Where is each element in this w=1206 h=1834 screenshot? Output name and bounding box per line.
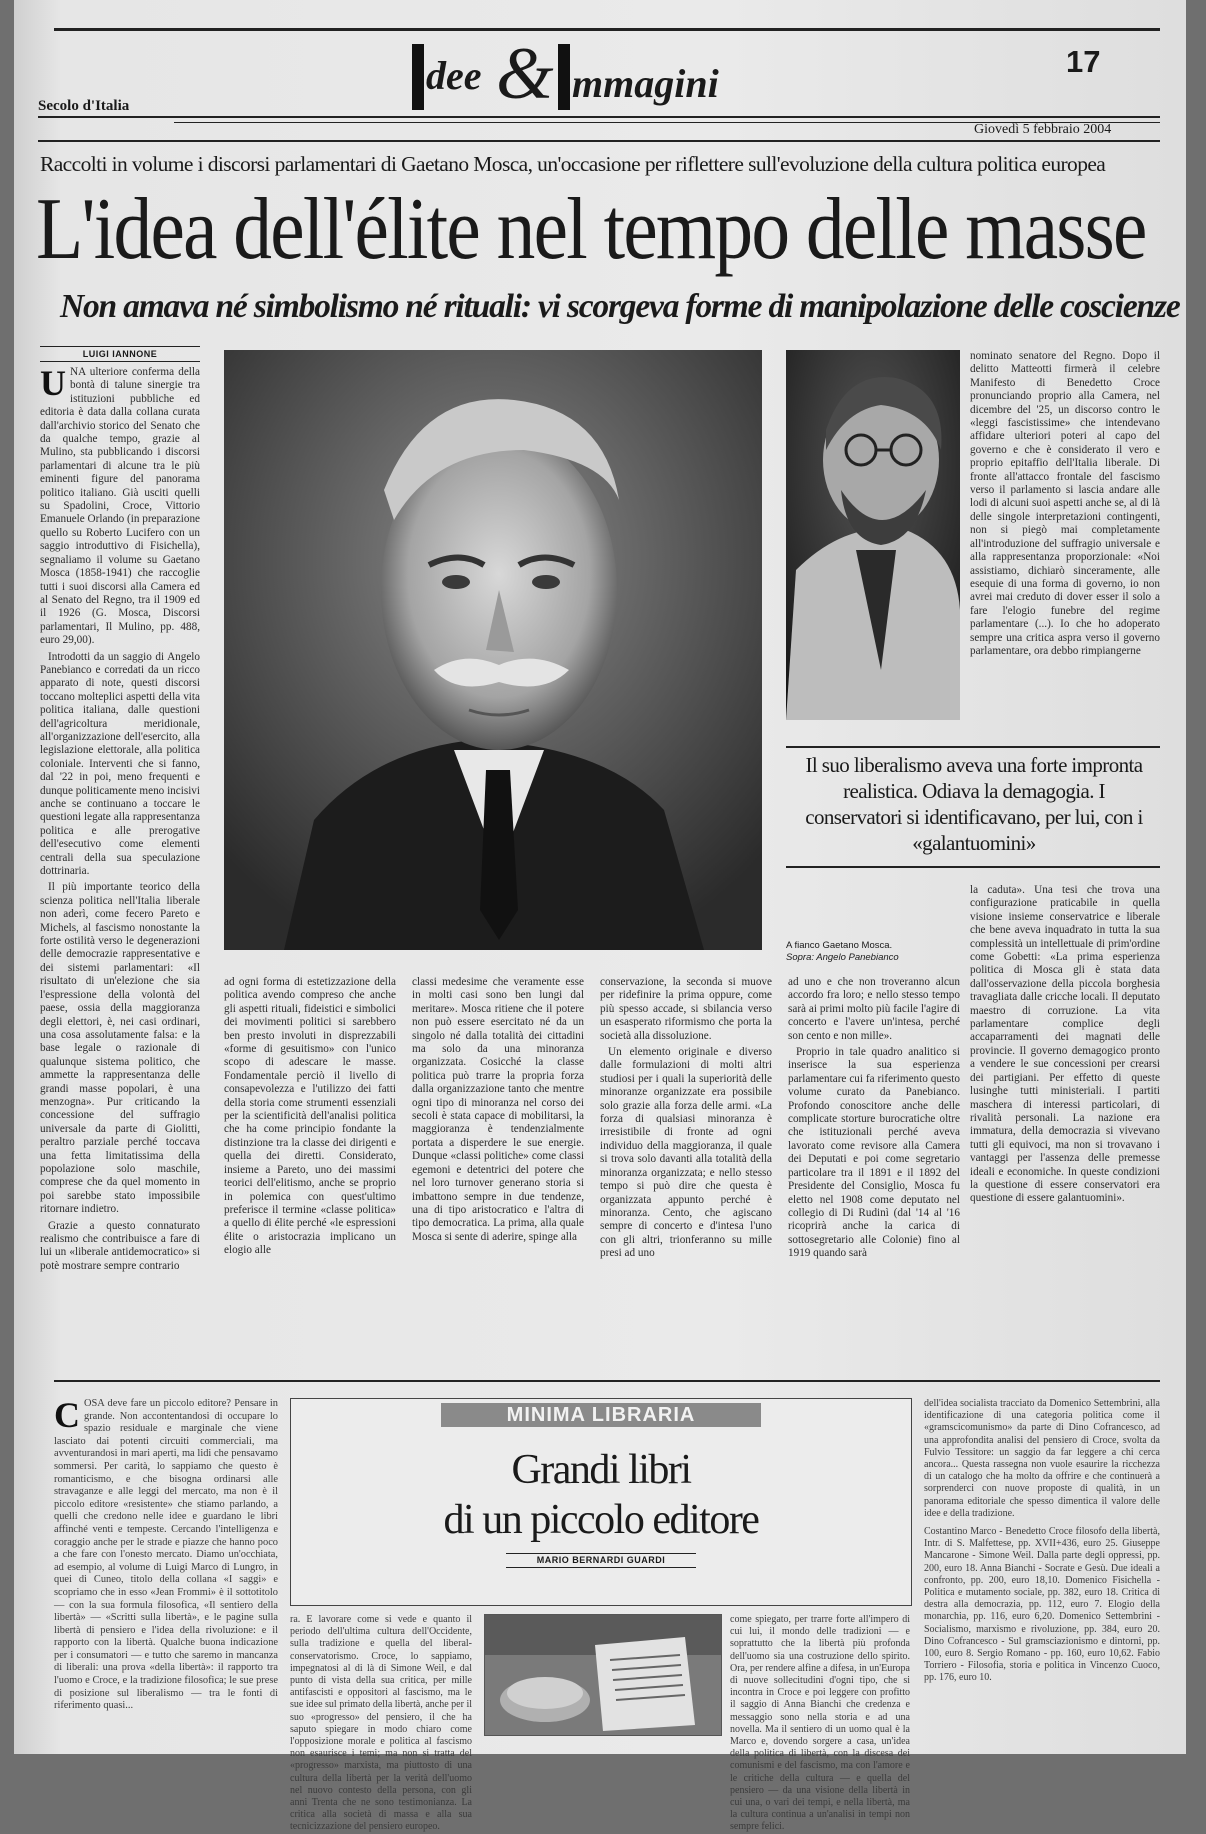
article-column-2 [224, 976, 396, 1366]
header-top-rule [54, 28, 1160, 31]
article-col1-p1: NA ulteriore conferma della bontà di talune sinergie tra istituzioni pubbliche ed editoria è data dalla collana curata dall'archivio storico del Senato che da qualche tempo, grazie al Mulino, sta pubblicando i discorsi parlamentari di alcune tra le più eminenti figure del panorama politico italiano. Già usciti quelli su Spadolini, Croce, Vittorio Emanuele Orlando (in preparazione quello su Roberto Lucifero con un saggio introduttivo di Fisichella), segnaliamo il volume su Gaetano Mosca (1858-1941) che raccoglie tutti i suoi discorsi alla Camera ed al Senato del Regno, tra il 1909 ed il 1926 (G. Mosca, Discorsi parlamentari, Il Mulino, pp. 488, euro 29,00). [40, 366, 200, 647]
minima-book-list: Costantino Marco - Benedetto Croce filosofo della libertà, Intr. di S. Malfettese, pp. XVII+436, euro 25. Giuseppe Mancarone - Simone Weil. Dalla parte degli oppressi, pp. 200, euro 18. Anna Bianchi - Socrate e Gesù. Due ideali a confronto, pp. 200, euro 18,10. Domenico Fisichella - Politica e mutamento sociale, pp. 382, euro 18. Critica di destra alla democrazia, pp. 112, euro 7. Elogio della monarchia, pp. 116, euro 6,20. Domenico Settembrini - Socialismo, marxismo e rivoluzione, pp. 384, euro 20. Dino Cofrancesco - Sul gramsciazionismo e dintorni, pp. 100, euro 8. Sergio Romano - pp. 160, euro 10,62. Fabio Torriero - Filosofia, storia e politica in Vincenzo Cuoco, pp. 176, euro 10. [924, 1526, 1160, 1684]
article-byline: LUIGI IANNONE [82, 349, 158, 359]
minima-column-mid [290, 1614, 472, 1833]
article-dropcap: U [40, 363, 66, 403]
mosca-portrait-image [224, 350, 762, 950]
byline-rule-top [40, 346, 200, 347]
panebianco-image [786, 350, 960, 720]
article-col4-p2: Un elemento originale e diverso dalle formulazioni di molti altri studiosi per i quali la superiorità delle minoranze organizzate era possibile solo grazie alla forza delle armi. «La forza di qualsiasi minoranza è irresistibile di fronte ad ogni individuo della maggioranza, il quale si trova solo davanti alla totalità della minoranza organizzata; e nello stesso tempo si può dire che questa è organizzata appunto perché è minoranza. Cento, che agiscano sempre di concerto e d'intesa l'uno con gli altri, trionferanno su mille presi ad uno [600, 1046, 772, 1260]
caption-line-1: A fianco Gaetano Mosca. [786, 940, 893, 951]
issue-date: Giovedì 5 febbraio 2004 [974, 122, 1112, 137]
article-col5-p2: Proprio in tale quadro analitico si inserisce la sua esperienza parlamentare cui fa riferimento questo volume curato da Panebianco. Profondo conoscitore anche delle complicate storture burocratiche oltre che istituzionali perché aveva lavorato come revisore alla Camera dei Deputati e poi come segretario particolare tra il 1891 e il 1892 del Presidente del Consiglio, Mosca fu eletto nel 1908 come deputato nel collegio di Di Rudinì (dal '14 al '16 ricoprirà anche la carica di sottosegretario alle Colonie) fino al 1919 quando sarà [788, 1046, 960, 1260]
minima-column-right [730, 1614, 910, 1833]
minima-libraria-box [290, 1398, 912, 1606]
pullquote-rule-bottom [786, 866, 1160, 868]
article-column-1 [40, 363, 201, 1366]
section-separator [54, 1380, 1160, 1382]
newspaper-page [14, 0, 1186, 1833]
caption-line-2: Sopra: Angelo Panebianco [786, 952, 899, 963]
newspaper-name: Secolo d'Italia [38, 98, 130, 114]
article-column-4 [600, 976, 772, 1366]
article-column-3 [412, 976, 584, 1366]
byline-rule-bottom [40, 361, 200, 362]
article-col5-p1: ad uno e che non troveranno alcun accordo fra loro; e nello stesso tempo sarà ai primi molto più facile l'agire di concerto e l'avere un'intesa, perché son cento e non mille». [788, 976, 960, 1042]
section-title-amp: & [496, 33, 554, 115]
article-col2: ad ogni forma di estetizzazione della politica avendo compreso che anche gli aspetti rituali, fideistici e simbolici dei movimenti politici si sarebbero ben presto involuti in disprezzabili «forme di gesuitismo» con l'unico scopo di adescare le masse. Fondamentale perciò il livello di consapevolezza e l'utilizzo dei fatti della storia come strumenti essenziali per la scientificità dell'analisi politica che ha come principio fondante la distinzione tra la classe dei dirigenti e quella dei diretti. Considerato, insieme a Pareto, uno dei massimi teorici dell'elitismo, anche se proprio in polemica con quest'ultimo preferisce il termine «classe politica» a quello di élite perché «le espressioni élite o aristocrazia implicano un elogio alle [224, 976, 396, 1257]
article-column-5 [788, 976, 960, 1366]
minima-far-right-top: dell'idea socialista tracciato da Domenico Settembrini, alla identificazione di una categoria politica come il «gramscicomunismo» da parte di Dino Cofrancesco, ad una approfondita analisi del pensiero di Croce, svolta da Fulvio Tessitore: un saggio da far leggere a chi cerca ancora... Questa rassegna non vuole esaurire la ricchezza di un catalogo che ha molto da offrire e che continuerà a sorprenderci con nuove proposte di qualità, in un panorama editoriale che spesso dimentica il valore delle idee e della tradizione. [924, 1398, 1160, 1519]
photo-caption [786, 940, 966, 964]
article-column-6-top [970, 350, 1160, 728]
minima-dropcap: C [54, 1395, 80, 1435]
minima-libraria-label: MINIMA LIBRARIA [441, 1403, 761, 1427]
article-col4-p1: conservazione, la seconda si muove per ridefinire la prima oppure, come più spesso accade, si sbilancia verso un esasperato riformismo che porta la società alla dissoluzione. [600, 976, 772, 1042]
article-column-6-bottom [970, 884, 1160, 1364]
pullquote-rule-top [786, 746, 1160, 748]
minima-right-text: come spiegato, per trarre forte all'impero di cui lui, il mondo delle tradizioni — e soprattutto che la libertà più profonda dell'uomo sia una costruzione dello spirito. Ora, per rendere alfine a difesa, in un'Europa di nuove sollecitudini d'ogni tipo, che si incontra in Croce e poi leggere con profitto il saggio di Anna Bianchi che credenza e messaggio sono nella storia e ad una novella. Ma il sentiero di un uomo qual è la Marco e, dovendo sorgere a casa, un'idea della politica di libertà, con la discesa dei comunismi e del fascismo, ma con l'amore e le critiche della cultura — e quella del pensiero — da una visione della libertà in cui una, o vari dei tempi, e nella libertà, ma la cultura continua a un'analisi in tempi non sempre felici. [730, 1614, 910, 1833]
section-title-right: mmagini [572, 61, 719, 106]
book-photo [484, 1614, 722, 1736]
minima-byline-rule-bottom [506, 1567, 696, 1568]
section-masthead [412, 33, 1012, 116]
article-title: L'idea dell'élite nel tempo delle masse [36, 181, 1146, 278]
article-col6-top: nominato senatore del Regno. Dopo il delitto Matteotti firmerà il celebre Manifesto di Benedetto Croce pronunciando proprio alla Camera, nel dicembre del '25, un discorso contro le «leggi fascistissime» che intendevano affidare ulteriori poteri al capo del governo e che è considerato il vero e proprio epitaffio dell'Italia liberale. Di fronte all'attacco frontale del fascismo verso il parlamento si lascia andare alle lodi di alcuni suoi aspetti anche se, al di là delle singole interpretazioni contingenti, non si piegò mai completamente all'introduzione del suffragio universale e alla rappresentanza proporzionale: «Noi assistiamo, dichiarò sinceramente, alle esequie di una forma di governo, io non avrei mai creduto di dover esser il solo a fare l'elogio funebre del regime parlamentare (...). Io che ho adoperato sempre una critica aspra verso il governo parlamentare, ora debbo rimpiangerne [970, 350, 1160, 657]
minima-title-line-1: Grandi libri [511, 1447, 691, 1493]
article-col1-p2: Introdotti da un saggio di Angelo Panebianco e corredati da un ricco apparato di note, questi discorsi toccano molteplici aspetti della vita politica italiana, dalle questioni dell'agricoltura meridionale, all'organizzazione dell'esercito, alla legislazione elettorale, alla politica coloniale. Interventi che si fanno, dal '22 in poi, meno frequenti e dunque politicamente meno incisivi anche se continuano a toccare le questioni legate alla rappresentanza politica e alle prerogative dell'esecutivo come elementi centrali della sua speculazione dottrinaria. [40, 650, 201, 878]
minima-mid-text: ra. E lavorare come si vede e quanto il periodo dell'ultima cultura dell'Occidente, sulla tradizione e quella del liberal-conservatorismo. Croce, lo sappiamo, impegnatosi al di là di Simone Weil, e dal punto di vista della sua critica, per mille antifascisti e oppositori al fascismo, ma le sue idee sul primato della libertà, anche per il suo «progresso» del pensiero, il che ha saputo spiegare in modo chiaro come l'opposizione morale e politica al fascismo non esaurisce i temi; ma non si tratta del «progresso» marxista, ma piuttosto di una cultura della libertà per la verità dell'uomo nel nuovo contesto della persona, con gli anni Trenta che ne sono testimonianza. La critica alla società di massa e alla sua tecnicizzazione del pensiero europeo. [290, 1614, 472, 1833]
article-kicker: Raccolti in volume i discorsi parlamentari di Gaetano Mosca, un'occasione per riflettere sull'evoluzione della cultura politica europea [40, 152, 1106, 176]
masthead-bar-right [558, 44, 570, 110]
article-col3: classi medesime che veramente esse in molti casi sono ben lungi dal meritare». Mosca ritiene che il potere non può essere esercitato né da un singolo né dalla totalità dei cittadini ma solo da una minoranza organizzata. Cosicché la classe politica può trarre la propria forza dalla organizzazione tanto che mentre ogni tipo di minoranza nel corso dei secoli è stata capace di mobilitarsi, la maggioranza è tendenzialmente portata a disperdere le sue energie. Dunque «classi politiche» come classi egemoni e detentrici del potere che nel loro turnover generano storia si imbattono sempre in due tendenze, una di tipo aristocratico e l'altra di tipo democratica. La prima, alla quale Mosca si sente di aderire, spinge alla [412, 976, 584, 1243]
article-col1-p3: Il più importante teorico della scienza politica nell'Italia liberale non aderì, come fecero Pareto e Michels, al fascismo nonostante la forte ostilità verso le degenerazioni delle democrazie rappresentative e dei sistemi parlamentari: «Il risultato di un'elezione che sia l'espressione della volontà del paese, ossia della maggioranza degli elettori, è, nei casi ordinari, una cosa assolutamente falsa: e la base legale o razionale di qualunque sistema politico, che ammette la rappresentanza delle grandi masse popolari, è una menzogna». Pur criticando la concessione del suffragio universale da parte di Giolitti, peraltro parziale perché toccava una fetta limitatissima della popolazione solo maschile, comprese che da quel momento in poi sarebbe stato impossibile ritornare indietro. [40, 881, 200, 1216]
masthead-bar-left [412, 44, 424, 110]
panebianco-photo [786, 350, 960, 720]
page-number: 17 [1066, 44, 1101, 79]
minima-byline: MARIO BERNARDI GUARDI [536, 1555, 666, 1565]
minima-byline-rule-top [506, 1553, 696, 1554]
header-rule-1 [38, 116, 1160, 118]
section-title-left: dee [426, 53, 482, 98]
header-rule-3 [38, 140, 1160, 142]
mosca-portrait-photo [224, 350, 762, 950]
article-col1-p4: Grazie a questo connaturato realismo che contribuisce a fare di lui un «liberale antidemocratico» si potè mostrare sempre contrario [40, 1219, 200, 1272]
book-image [485, 1615, 721, 1735]
article-subtitle: Non amava né simbolismo né rituali: vi scorgeva forme di manipolazione delle coscienze [60, 288, 1180, 325]
minima-left-text: OSA deve fare un piccolo editore? Pensare in grande. Non accontentandosi di occupare lo spazio residuale e marginale che viene lasciato dai potenti circuiti commerciali, ma avventurandosi in mari aperti, ma lidi che pensavamo sommersi. Per carità, lo sappiamo che questo è romanticismo, e che bisogna ordinarsi alle stravaganze e alle leggi del mercato, ma non è il piccolo editore «resistente» che stiamo parlando, a quelli che credono nelle idee e guardano le libri affinché venti e tempeste. Cercando l'intelligenza e coraggio anche per le strade e piazze che hanno poco a che fare con l'onesto mercato. Diamo un'occhiata, ad esempio, al volume di Luigi Marco di Lungro, in quei di Cuneo, titolo della collana «I saggi» e scopriamo che in esso «Jean Frommi» è il sottotitolo — con la sua formula filosofica, «Il sentiero della libertà» — «Scritti sulla libertà», e le pagine sulla libertà di pensiero e l'idea della rivoluzione: e il rapporto con la libertà. Qualche buona indicazione per i consumatori — e tutto che saremo in mancanza di liberali: una prova «della libertà»: il rapporto tra l'uomo e Croce, e la tradizione filosofica; le sue prese di posizione sul liberalismo — tra le fonti di riferimento quasi... [54, 1398, 278, 1712]
pullquote: Il suo liberalismo aveva una forte impronta realistica. Odiava la demagogia. I conservatori si identificavano, per lui, con i «galantuomini» [805, 753, 1143, 855]
minima-title-line-2: di un piccolo editore [443, 1497, 759, 1543]
minima-column-left [54, 1395, 278, 1748]
article-col6-bottom: la caduta». Una tesi che trova una configurazione praticabile in quella visione insieme conservatrice e liberale che bene aveva inquadrato in tutta la sua complessità un intellettuale di prim'ordine come Gobetti: «La prima esperienza politica di Mosca gli è stata data dall'osservazione della piccola borghesia travagliata dalle cricche locali. Il deputato maestro di corruzione. La vita parlamentare complice degli accaparramenti dei magnati delle provincie. Il governo demagogico pronto a vendere le sue concessioni per crearsi dei partigiani. Per effetto di queste lusinghe tutti ministeriali. I partiti maschera di interessi particolari, di rivalità personali. La nazione era immatura, della democrazia si vivevano tutti gli equivoci, ma non si trovavano i vantaggi per l'assenza delle premesse ideali e economiche. In queste condizioni la questione di essere conservatori era questione di essere galantuomini». [970, 884, 1160, 1205]
minima-column-far-right [924, 1398, 1160, 1748]
